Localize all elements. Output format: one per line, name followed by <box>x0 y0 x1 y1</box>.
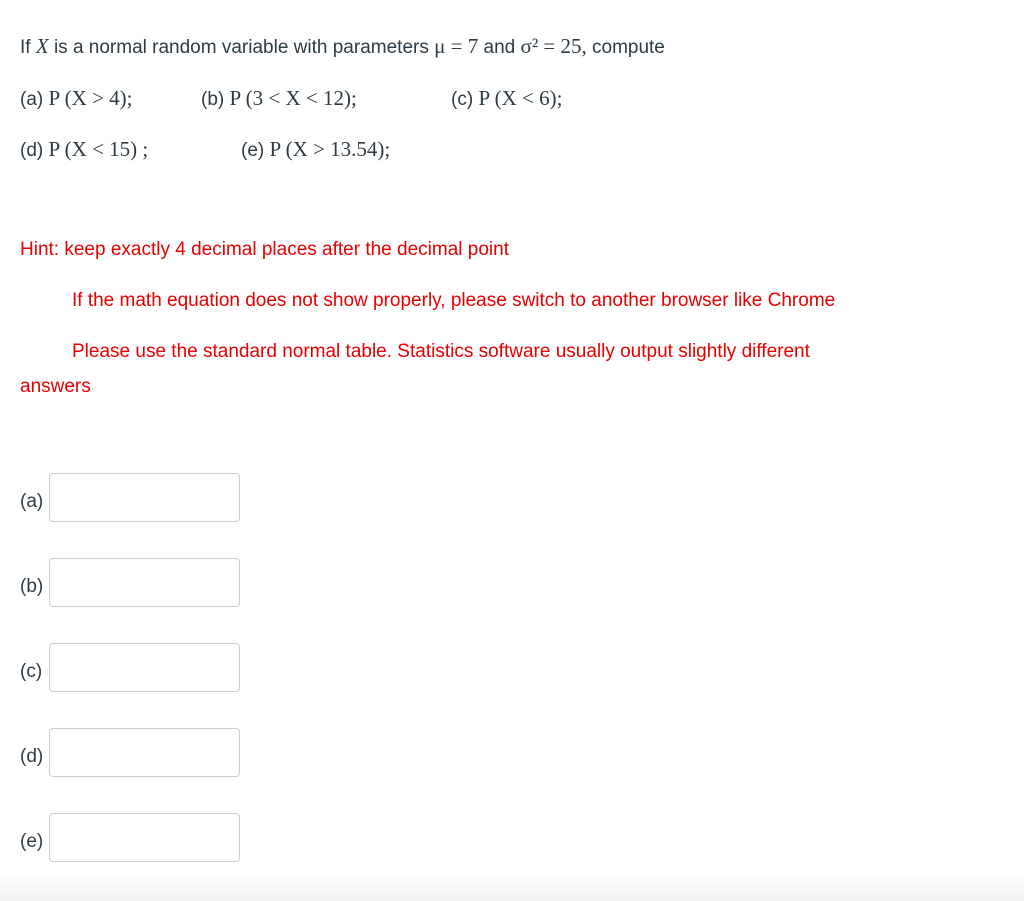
hint-browser: If the math equation does not show properly, please switch to another browser like Chrome <box>72 290 836 311</box>
intro-prefix: If <box>20 37 31 58</box>
part-b <box>201 86 357 111</box>
part-c <box>451 86 562 111</box>
bottom-fade-bar <box>0 873 1024 901</box>
part-c-label: (c) <box>451 89 474 110</box>
part-d-label: (d) <box>20 140 44 161</box>
answer-b-input[interactable] <box>49 558 240 607</box>
sigma-expression: σ² = 25, <box>520 34 587 58</box>
part-a <box>20 86 133 111</box>
answer-c-input[interactable] <box>49 643 240 692</box>
part-a-label: (a) <box>20 89 44 110</box>
hint-standard-table-continued: answers <box>20 376 91 397</box>
question-intro <box>20 34 665 59</box>
answer-d-input[interactable] <box>49 728 240 777</box>
answer-e-input[interactable] <box>49 813 240 862</box>
part-b-expression: P (3 < X < 12); <box>229 86 357 110</box>
part-d <box>20 137 148 162</box>
answer-b-label: (b) <box>20 576 44 597</box>
hint-standard-table: Please use the standard normal table. Statistics software usually output slightly different <box>72 341 810 362</box>
intro-variable: X <box>35 34 49 58</box>
part-e-label: (e) <box>241 140 265 161</box>
part-e-expression: P (X > 13.54); <box>269 137 391 161</box>
answer-a-label: (a) <box>20 491 44 512</box>
mu-expression: μ = 7 <box>434 34 479 58</box>
compute-text: compute <box>592 37 665 58</box>
part-b-label: (b) <box>201 89 225 110</box>
intro-mid-text: is a normal random variable with parameters <box>53 37 429 58</box>
and-text: and <box>483 37 516 58</box>
part-d-expression: P (X < 15) ; <box>48 137 149 161</box>
answer-a-input[interactable] <box>49 473 240 522</box>
part-a-expression: P (X > 4); <box>48 86 133 110</box>
answer-c-label: (c) <box>20 661 43 682</box>
answer-d-label: (d) <box>20 746 44 767</box>
part-c-expression: P (X < 6); <box>478 86 563 110</box>
answer-e-label: (e) <box>20 831 44 852</box>
part-e <box>241 137 390 162</box>
hint-decimal-places: Hint: keep exactly 4 decimal places after the decimal point <box>20 239 509 260</box>
